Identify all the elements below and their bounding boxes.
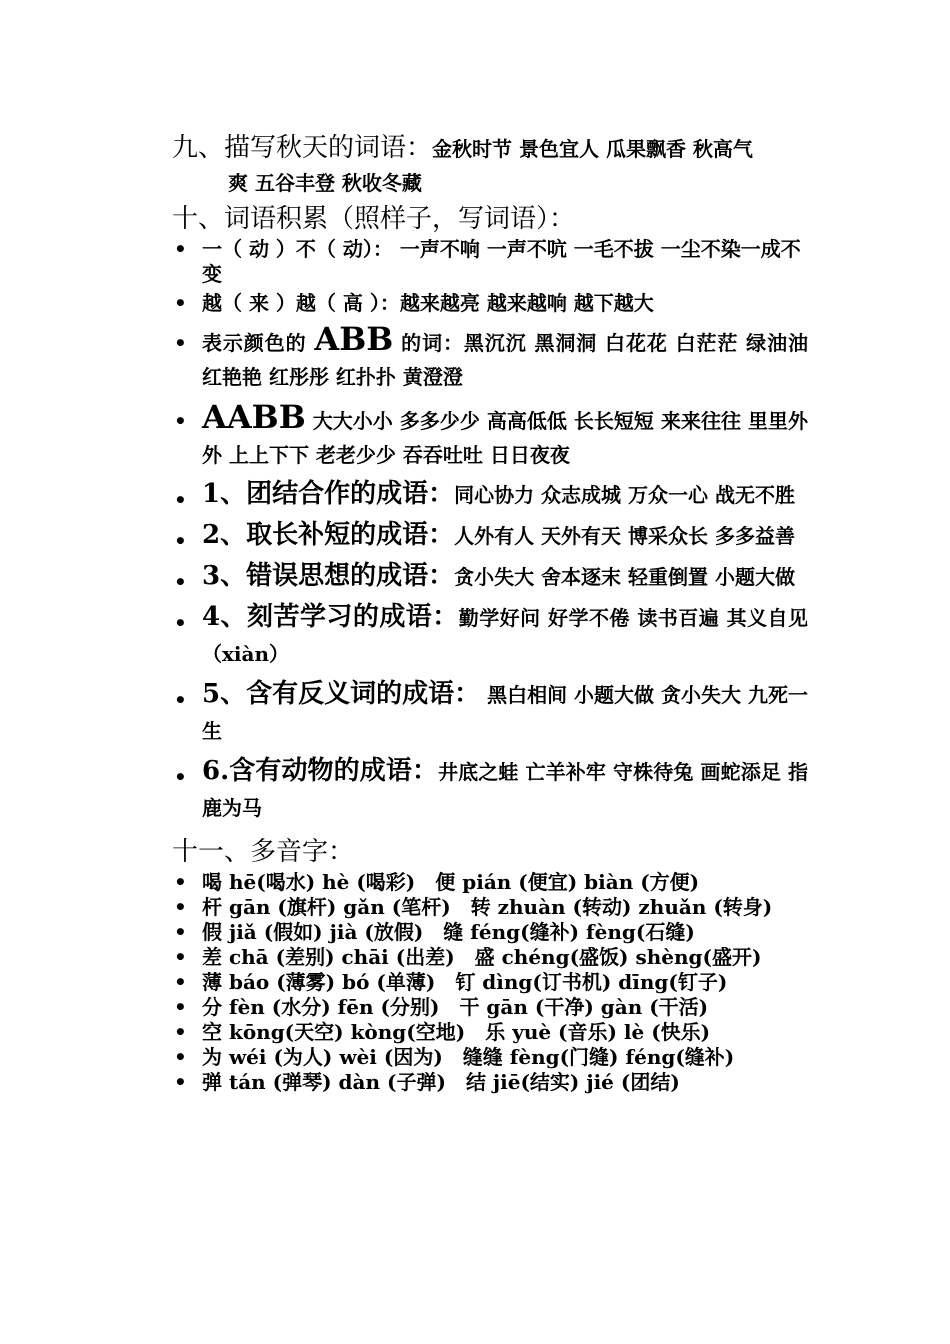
section-11-heading: 十一、多音字： <box>172 837 355 867</box>
item-label: 6.含有动物的成语： <box>202 756 439 786</box>
list-item <box>172 517 808 554</box>
list-item <box>172 322 808 394</box>
entry-b: 便 pián (便宜) biàn (方便) <box>435 870 700 894</box>
list-item <box>172 945 808 970</box>
entry-a: 差 chā (差别) chāi (出差) <box>202 945 455 969</box>
list-item <box>172 870 808 895</box>
section-9-content: 金秋时节 景色宜人 瓜果飘香 秋高气 <box>432 137 753 161</box>
section-9 <box>172 130 808 199</box>
entry-a: 弹 tán (弹琴) dàn (子弹) <box>202 1070 446 1094</box>
document-page <box>172 130 808 1095</box>
list-item <box>172 599 808 672</box>
list-item <box>172 995 808 1020</box>
list-item <box>172 676 808 749</box>
section-11-list <box>172 870 808 1095</box>
list-item <box>172 237 808 287</box>
list-item <box>172 970 808 995</box>
item-text: 贪小失大 舍本逐末 轻重倒置 小题大做 <box>454 565 795 589</box>
item-label: 4、刻苦学习的成语： <box>202 602 459 632</box>
entry-b: 钉 dìng(订书机) dīng(钉子) <box>455 970 728 994</box>
list-item <box>172 1020 808 1045</box>
list-item <box>172 1045 808 1070</box>
entry-b: 干 gān (干净) gàn (干活) <box>459 995 709 1019</box>
entry-a: 空 kōng(天空) kòng(空地) <box>202 1020 466 1044</box>
item-text: 勤学好问 好学不倦 读书百遍 其义自见（xiàn） <box>202 606 809 666</box>
section-10-heading: 十、词语积累（照样子，写词语）： <box>172 204 576 234</box>
item-text: 大大小小 多多少少 高高低低 长长短短 来来往往 里里外外 上上下下 老老少少 吞吞吐吐 日日夜夜 <box>202 409 808 467</box>
list-item <box>172 291 808 316</box>
list-item <box>172 558 808 595</box>
item-label: 1、团结合作的成语： <box>202 479 455 509</box>
entry-b: 结 jiē(结实) jié (团结) <box>465 1070 680 1094</box>
item-text: 的词：黑沉沉 黑洞洞 白花花 白茫茫 绿油油 红艳艳 红彤彤 红扑扑 黄澄澄 <box>202 331 808 389</box>
entry-a: 薄 báo (薄雾) bó (单薄) <box>202 970 436 994</box>
item-text: 黑白相间 小题大做 贪小失大 九死一生 <box>202 683 808 743</box>
item-text: 越（ 来 ）越（ 高 ）：越来越亮 越来越响 越下越大 <box>202 291 654 315</box>
item-text: 人外有人 天外有天 博采众长 多多益善 <box>454 524 795 548</box>
entry-a: 为 wéi (为人) wèi (因为) <box>202 1045 443 1069</box>
list-item <box>172 400 808 472</box>
section-9-content-cont: 爽 五谷丰登 秋收冬藏 <box>228 171 422 195</box>
item-label: 5、含有反义词的成语： <box>202 679 481 709</box>
list-item <box>172 476 808 513</box>
section-10-list <box>172 237 808 826</box>
item-label: 2、取长补短的成语： <box>202 520 455 550</box>
list-item <box>172 753 808 826</box>
entry-b: 缝 féng(缝补) fèng(石缝) <box>443 920 695 944</box>
entry-b: 缝缝 fèng(门缝) féng(缝补) <box>462 1045 735 1069</box>
item-pattern: ABB <box>314 320 394 358</box>
entry-b: 盛 chéng(盛饭) shèng(盛开) <box>474 945 762 969</box>
entry-a: 杆 gān (旗杆) gǎn (笔杆) <box>202 895 451 919</box>
list-item <box>172 895 808 920</box>
entry-b: 转 zhuàn (转动) zhuǎn (转身) <box>470 895 773 919</box>
section-9-heading: 九、描写秋天的词语： <box>172 133 433 163</box>
entry-a: 假 jiǎ (假如) jià (放假) <box>202 920 424 944</box>
entry-a: 喝 hē(喝水) hè (喝彩) <box>202 870 416 894</box>
item-label: 3、错误思想的成语： <box>202 561 455 591</box>
entry-b: 乐 yuè (音乐) lè (快乐) <box>485 1020 711 1044</box>
item-text: 一（ 动 ）不（ 动）： 一声不响 一声不吭 一毛不拔 一尘不染一成不变 <box>202 237 801 286</box>
item-text: 同心协力 众志成城 万众一心 战无不胜 <box>454 483 795 507</box>
item-text: 井底之蛙 亡羊补牢 守株待兔 画蛇添足 指鹿为马 <box>202 760 808 820</box>
item-prefix: 表示颜色的 <box>202 331 315 355</box>
entry-a: 分 fèn (水分) fēn (分别) <box>202 995 440 1019</box>
list-item <box>172 920 808 945</box>
list-item <box>172 1070 808 1095</box>
item-pattern: AABB <box>202 398 306 436</box>
